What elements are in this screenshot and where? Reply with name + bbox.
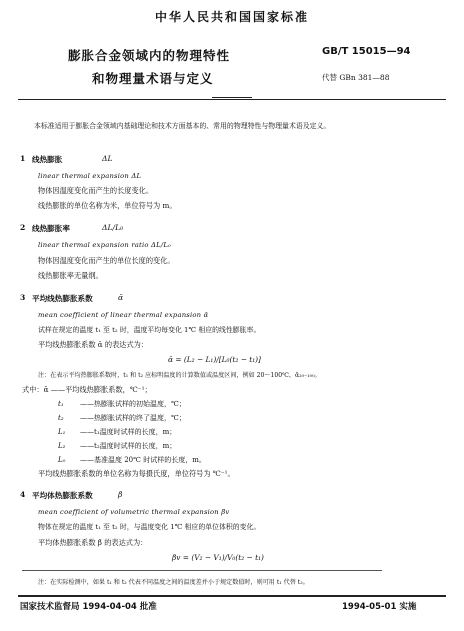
section-1-symbol: ΔL [102,154,113,163]
where-desc: ——热膨胀试样的初始温度，℃； [80,400,186,408]
where-symbol: t₁ [58,400,64,408]
section-1-line-2: 线热膨胀的单位名称为米，单位符号为 m。 [38,201,177,210]
section-3-formula: ᾱ = (L₂ − L₁)/[L₀(t₂ − t₁)] [168,355,261,364]
section-3-number: 3 [20,293,26,302]
section-3-symbol: ᾱ [118,293,124,302]
header-rule [18,99,446,100]
where-symbol: t₂ [58,414,64,422]
section-4-formula: β̄v = (V₂ − V₁)/V₀(t₂ − t₁) [172,553,264,562]
section-3-line-1: 试样在规定的温度 t₁ 至 t₂ 时，温度平均每变化 1℃ 相应的线性膨胀率。 [38,326,261,334]
section-4-term: 平均体热膨胀系数 [32,491,93,500]
section-4-line-2: 平均体热膨胀系数 β̄ 的表达式为： [38,538,148,547]
where-symbol: L₂ [58,442,66,450]
section-4-symbol: β̄ [118,490,123,499]
replaces-standard: 代替 GBn 381—88 [322,73,390,82]
section-4-line-1: 物体在规定的温度 t₁ 至 t₂ 时，与温度变化 1℃ 相应的单位体积的变化。 [38,523,261,531]
section-3-english: mean coefficient of linear thermal expansion ᾱ [38,311,209,319]
section-1-term: 线热膨胀 [32,155,63,164]
section-4-number: 4 [20,490,26,499]
section-2-line-1: 物体因温度变化而产生的单位长度的变化。 [38,256,175,265]
where-desc: ——基准温度 20℃ 时试样的长度，m。 [80,456,206,464]
where-item [58,441,176,451]
section-2-line-2: 线热膨胀率无量纲。 [38,271,103,280]
section-1-number: 1 [20,154,26,163]
standard-code: GB/T 15015—94 [322,46,411,57]
where-item [58,399,186,409]
where-item [58,427,176,437]
section-3-line-2: 平均线热膨胀系数 ᾱ 的表达式为： [38,340,149,349]
scope-statement: 本标准适用于膨胀合金领域内基础理论和技术方面基本的、常用的物理特性与物理量术语及定义。 [34,122,331,130]
where-item [58,455,206,465]
section-3-where-label: 式中：ᾱ ——平均线热膨胀系数，℃⁻¹； [22,385,152,394]
footer-rule [18,595,446,597]
section-2-term: 线热膨胀率 [32,224,70,233]
section-2-english: linear thermal expansion ratio ΔL/L₀ [38,241,171,249]
where-desc: ——t₂温度时试样的长度，m； [80,442,177,450]
footnote-rule [22,570,382,571]
header-rule-short [212,97,252,98]
section-3-term: 平均线热膨胀系数 [32,294,93,303]
section-3-note: 注：在表示平均热膨胀系数时，t₁ 和 t₂ 应标明温度的计算数值或温度区间，例如 20～100℃、ᾱ₂₀₋₁₀₀。 [38,372,321,379]
where-symbol: L₁ [58,428,66,436]
section-3-unit-line: 平均线热膨胀系数的单位名称为每摄氏度，单位符号为 ℃⁻¹。 [38,469,235,478]
where-desc: ——t₁温度时试样的长度，m； [80,428,177,436]
where-item [58,413,186,423]
section-4-english: mean coefficient of volumetric thermal expansion β̄v [38,508,230,516]
section-4-note: 注：在实际检测中，如果 t₁ 和 t₂ 代表不同温度之间的温度差并小于规定数值时，则可用 t₁ 代替 t₂。 [38,579,309,586]
where-desc: ——热膨胀试样的终了温度，℃； [80,414,186,422]
issuer-approval: 国家技术监督局 1994-04-04 批准 [20,602,157,612]
national-standard-heading: 中华人民共和国国家标准 [154,10,309,24]
effective-date: 1994-05-01 实施 [342,602,417,612]
section-2-number: 2 [20,223,26,232]
section-1-english: linear thermal expansion ΔL [38,172,142,180]
where-symbol: L₀ [58,456,66,464]
document-title-line1: 膨胀合金领域内的物理特性 [68,48,231,63]
document-title-line2: 和物理量术语与定义 [92,71,214,86]
section-1-line-1: 物体因温度变化而产生的长度变化。 [38,186,154,195]
section-2-symbol: ΔL/L₀ [102,223,124,232]
